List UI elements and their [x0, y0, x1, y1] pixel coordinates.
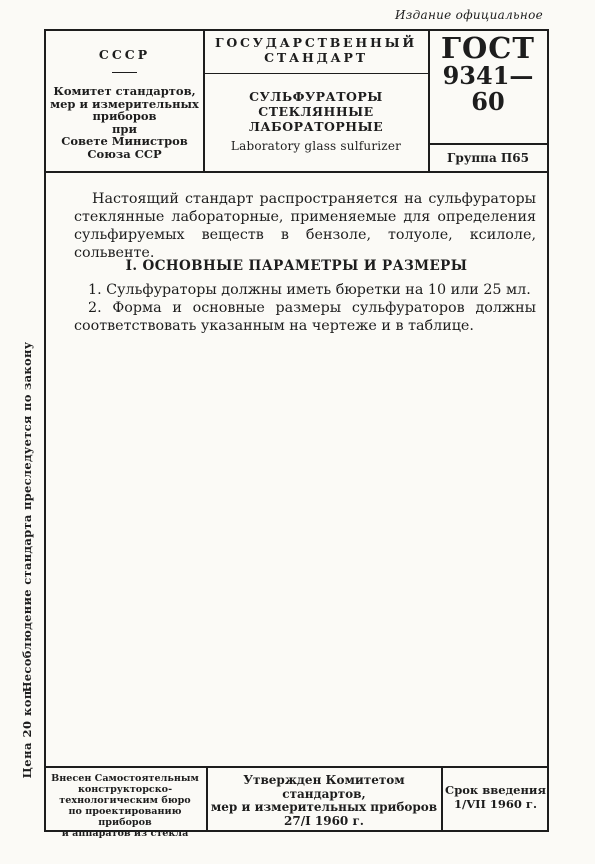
- legal-warning-text: Несоблюдение стандарта преследуется по закону: [20, 341, 34, 693]
- clause-2: 2. Форма и основные размеры сульфураторов должны соответствовать указанным на чертеже и в таблице.: [74, 300, 536, 334]
- group-label: Группа П65: [447, 151, 529, 165]
- price-text: Цена 20 коп.: [20, 685, 34, 779]
- title-block: [204, 31, 428, 171]
- gost-block: [429, 31, 547, 171]
- submitted-by: Внесен Самостоятельным конструкторско- технологическим бюро по проектированию приборов и аппаратов из стекла: [51, 773, 199, 839]
- footer-block: [44, 766, 549, 839]
- edition-label: Издание официальное: [394, 8, 543, 22]
- price-margin: [18, 682, 36, 782]
- committee-label: Комитет стандартов, мер и измерительных приборов при Совете Министров Союза ССР: [50, 84, 199, 161]
- section-title: I. ОСНОВНЫЕ ПАРАМЕТРЫ И РАЗМЕРЫ: [125, 258, 468, 274]
- header-frame: [44, 29, 549, 832]
- intro-paragraph: Настоящий стандарт распространяется на сульфураторы стеклянные лабораторные, применяемые для определения сульфируемых веществ в бензоле, толуоле, ксилоле, сольвенте.: [74, 191, 536, 261]
- effective-date: Срок введения 1/VII 1960 г.: [445, 783, 546, 811]
- state-standard-label: ГОСУДАРСТВЕННЫЙ СТАНДАРТ: [214, 35, 418, 65]
- gost-number: 9341—60: [442, 61, 534, 116]
- issuer-block: [46, 31, 203, 171]
- header-bottom-rule: [46, 171, 547, 173]
- country-underline: [112, 72, 137, 73]
- clause-1: 1. Сульфураторы должны иметь бюретки на 10 или 25 мл.: [88, 282, 531, 298]
- document-title: СУЛЬФУРАТОРЫ СТЕКЛЯННЫЕ ЛАБОРАТОРНЫЕ: [248, 89, 384, 134]
- country-label: СССР: [98, 47, 151, 62]
- gost-label: ГОСТ: [441, 31, 535, 65]
- document-title-english: Laboratory glass sulfurizer: [230, 139, 402, 153]
- approved-by: Утвержден Комитетом стандартов, мер и измерительных приборов 27/I 1960 г.: [210, 773, 438, 828]
